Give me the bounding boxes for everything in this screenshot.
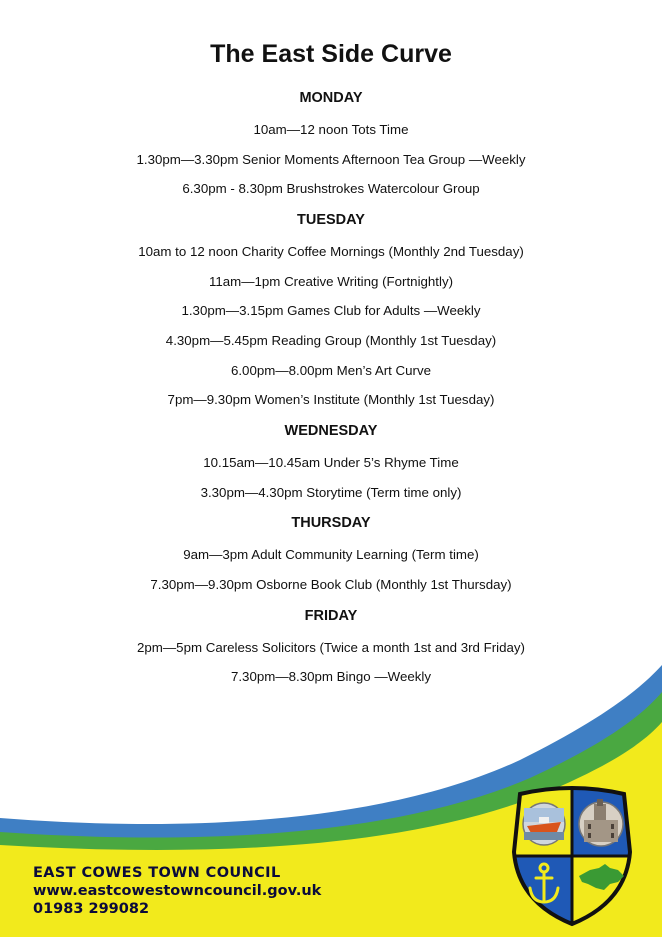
event-item: 1.30pm—3.15pm Games Club for Adults —Weekly (181, 303, 481, 318)
event-item: 6.30pm - 8.30pm Brushstrokes Watercolour Group (182, 181, 480, 196)
day-heading-monday: MONDAY (299, 90, 363, 106)
event-item: 10am to 12 noon Charity Coffee Mornings (Monthly 2nd Tuesday) (138, 244, 524, 259)
coat-of-arms-crest (506, 784, 638, 930)
event-item: 7.30pm—8.30pm Bingo —Weekly (230, 669, 432, 684)
website-link[interactable]: www.eastcowestowncouncil.gov.uk (33, 883, 322, 899)
day-heading-tuesday: TUESDAY (297, 212, 365, 228)
organisation-name: EAST COWES TOWN COUNCIL (33, 865, 281, 881)
day-heading-friday: FRIDAY (304, 608, 358, 624)
event-item: 3.30pm—4.30pm Storytime (Term time only) (200, 485, 462, 500)
event-item: 9am—3pm Adult Community Learning (Term time) (183, 547, 479, 562)
phone-number: 01983 299082 (33, 901, 150, 917)
lifeboat-icon (523, 803, 565, 845)
event-item: 7.30pm—9.30pm Osborne Book Club (Monthly 1st Thursday) (150, 577, 512, 592)
page-title: The East Side Curve (210, 40, 452, 68)
day-heading-wednesday: WEDNESDAY (284, 423, 378, 439)
day-heading-thursday: THURSDAY (291, 515, 371, 531)
event-item: 10.15am—10.45am Under 5’s Rhyme Time (203, 455, 459, 470)
event-item: 1.30pm—3.30pm Senior Moments Afternoon Tea Group —Weekly (136, 152, 526, 167)
council-contact-block (33, 864, 321, 918)
event-item: 2pm—5pm Careless Solicitors (Twice a month 1st and 3rd Friday) (137, 640, 525, 655)
event-item: 7pm—9.30pm Women’s Institute (Monthly 1st Tuesday) (167, 392, 495, 407)
event-item: 10am—12 noon Tots Time (253, 122, 409, 137)
event-item: 11am—1pm Creative Writing (Fortnightly) (208, 274, 454, 289)
event-item: 6.00pm—8.00pm Men’s Art Curve (230, 363, 432, 378)
event-item: 4.30pm—5.45pm Reading Group (Monthly 1st Tuesday) (165, 333, 497, 348)
